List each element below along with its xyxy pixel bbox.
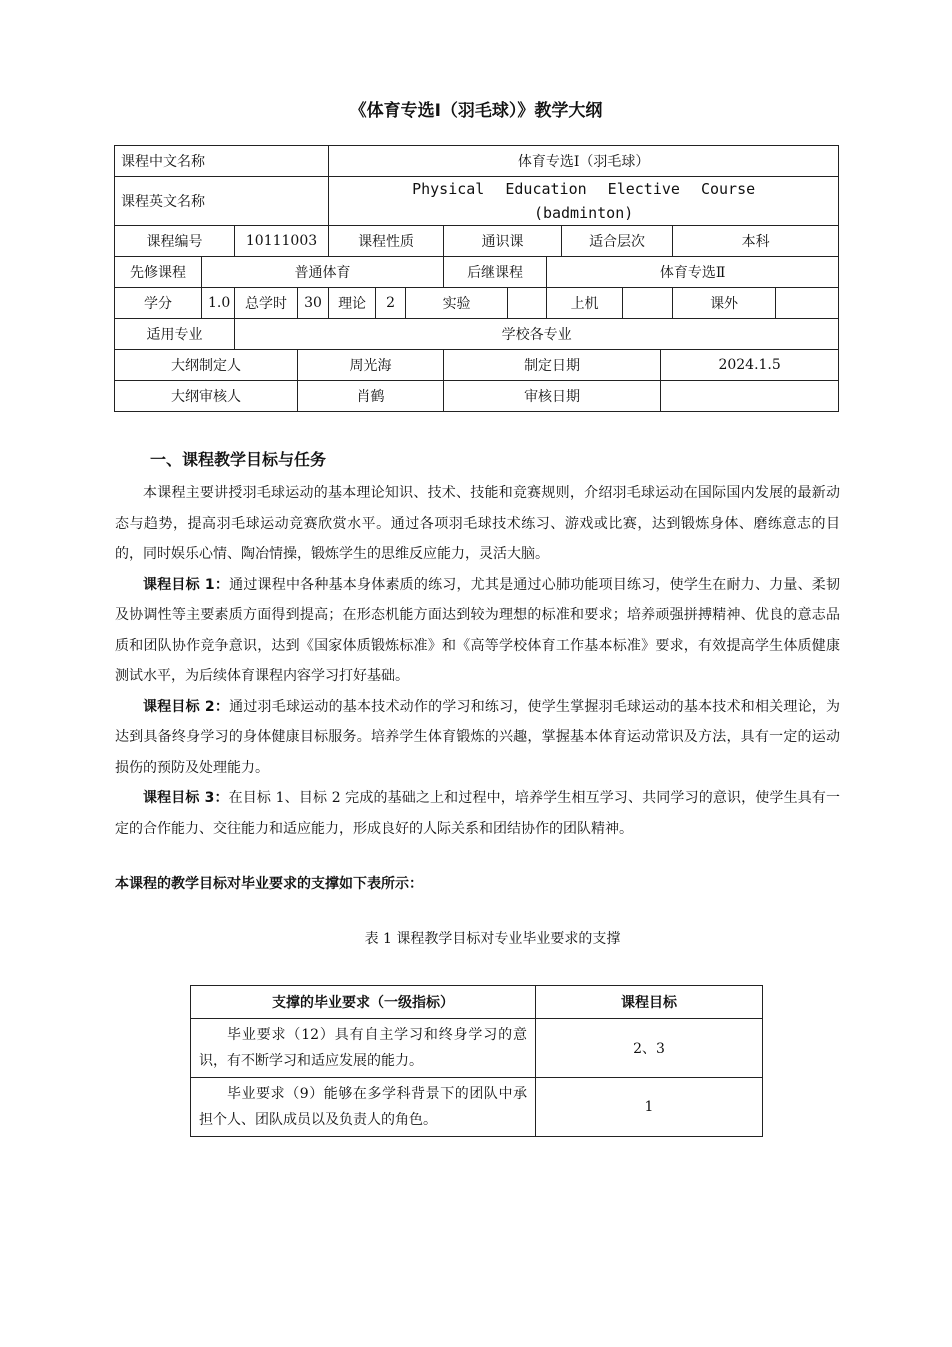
review-date-label: 审核日期 <box>444 381 661 412</box>
prereq-label: 先修课程 <box>115 257 202 288</box>
support-table <box>190 985 763 1137</box>
goal3-label: 课程目标 3： <box>143 790 229 806</box>
intro-paragraph: 本课程主要讲授羽毛球运动的基本理论知识、技术、技能和竞赛规则，介绍羽毛球运动在国际国内发展的最新动态与趋势，提高羽毛球运动竞赛欣赏水平。通过各项羽毛球技术练习、游戏或比赛，达到锻炼身体、磨练意志的目的，同时娱乐心情、陶冶情操，锻炼学生的思维反应能力，灵活大脑。 <box>115 485 840 562</box>
followup-value: 体育专选Ⅱ <box>547 257 839 288</box>
major-label: 适用专业 <box>115 319 235 350</box>
en-name-value <box>329 177 839 226</box>
goal3-paragraph <box>115 783 840 844</box>
section-body <box>115 478 840 844</box>
goal1-text: 通过课程中各种基本身体素质的练习，尤其是通过心肺功能项目练习，使学生在耐力、力量、柔韧及协调性等主要素质方面得到提高；在形态机能方面达到较为理想的标准和要求；培养顽强拼搏精神、优良的意志品质和团队协作竞争意识，达到《国家体质锻炼标准》和《高等学校体育工作基本标准》要求，有效提高学生体质健康测试水平，为后续体育课程内容学习打好基础。 <box>115 576 840 684</box>
en-name-label: 课程英文名称 <box>115 177 329 226</box>
goal3-text: 在目标 1、目标 2 完成的基础之上和过程中，培养学生相互学习、共同学习的意识，使学生具有一定的合作能力、交往能力和适应能力，形成良好的人际关系和团结协作的团队精神。 <box>115 790 840 837</box>
goal1-label: 课程目标 1： <box>143 576 230 593</box>
hours-value: 30 <box>298 288 329 319</box>
review-date-value <box>661 381 839 412</box>
level-value: 本科 <box>673 226 839 257</box>
cn-name-label: 课程中文名称 <box>115 146 329 177</box>
row-reviewer <box>115 381 839 412</box>
theory-label: 理论 <box>329 288 376 319</box>
row-en-name <box>115 177 839 226</box>
table1-caption: 表 1 课程教学目标对专业毕业要求的支撑 <box>364 931 621 947</box>
computer-value <box>623 288 673 319</box>
followup-label: 后继课程 <box>444 257 547 288</box>
credit-label: 学分 <box>115 288 202 319</box>
prereq-value: 普通体育 <box>202 257 444 288</box>
date-label: 制定日期 <box>444 350 661 381</box>
row-major <box>115 319 839 350</box>
goal1-paragraph <box>115 570 840 692</box>
lab-label: 实验 <box>406 288 508 319</box>
extra-label: 课外 <box>673 288 776 319</box>
author-label: 大纲制定人 <box>115 350 298 381</box>
row-cn-name <box>115 146 839 177</box>
header-requirement: 支撑的毕业要求（一级指标） <box>191 986 536 1019</box>
level-label: 适合层次 <box>562 226 673 257</box>
goal2-text: 通过羽毛球运动的基本技术动作的学习和练习，使学生掌握羽毛球运动的基本技术和相关理论，为达到具备终身学习的身体健康目标服务。培养学生体育锻炼的兴趣，掌握基本体育运动常识及方法，具有一定的运动损伤的预防及处理能力。 <box>115 698 840 776</box>
header-goal: 课程目标 <box>536 986 763 1019</box>
row-code <box>115 226 839 257</box>
goal-cell: 2、3 <box>536 1019 763 1078</box>
document-title: 《体育专选Ⅰ（羽毛球）》教学大纲 <box>349 101 603 121</box>
row-author <box>115 350 839 381</box>
theory-value: 2 <box>376 288 406 319</box>
row-prereq <box>115 257 839 288</box>
requirement-cell: 毕业要求（12）具有自主学习和终身学习的意识，有不断学习和适应发展的能力。 <box>191 1019 536 1078</box>
goal2-paragraph <box>115 692 840 784</box>
row-hours <box>115 288 839 319</box>
credit-value: 1.0 <box>202 288 235 319</box>
en-name-line2: (badminton) <box>533 204 634 222</box>
course-info-table <box>114 145 839 412</box>
en-name-line1: Physical Education Elective Course <box>412 180 756 198</box>
reviewer-label: 大纲审核人 <box>115 381 298 412</box>
support-lead-text: 本课程的教学目标对毕业要求的支撑如下表所示： <box>115 876 423 892</box>
cn-name-value: 体育专选Ⅰ（羽毛球） <box>329 146 839 177</box>
hours-label: 总学时 <box>235 288 298 319</box>
support-table-header <box>191 986 763 1019</box>
author-value: 周光海 <box>298 350 444 381</box>
reviewer-value: 肖鹤 <box>298 381 444 412</box>
goal-cell: 1 <box>536 1078 763 1137</box>
goal2-label: 课程目标 2： <box>143 698 230 715</box>
table-row <box>191 1078 763 1137</box>
requirement-cell: 毕业要求（9）能够在多学科背景下的团队中承担个人、团队成员以及负责人的角色。 <box>191 1078 536 1137</box>
code-value: 10111003 <box>235 226 329 257</box>
major-value: 学校各专业 <box>235 319 839 350</box>
section-heading: 一、课程教学目标与任务 <box>150 450 327 469</box>
table-row <box>191 1019 763 1078</box>
extra-value <box>776 288 839 319</box>
computer-label: 上机 <box>547 288 623 319</box>
date-value: 2024.1.5 <box>661 350 839 381</box>
nature-label: 课程性质 <box>329 226 444 257</box>
nature-value: 通识课 <box>444 226 562 257</box>
lab-value <box>508 288 547 319</box>
code-label: 课程编号 <box>115 226 235 257</box>
